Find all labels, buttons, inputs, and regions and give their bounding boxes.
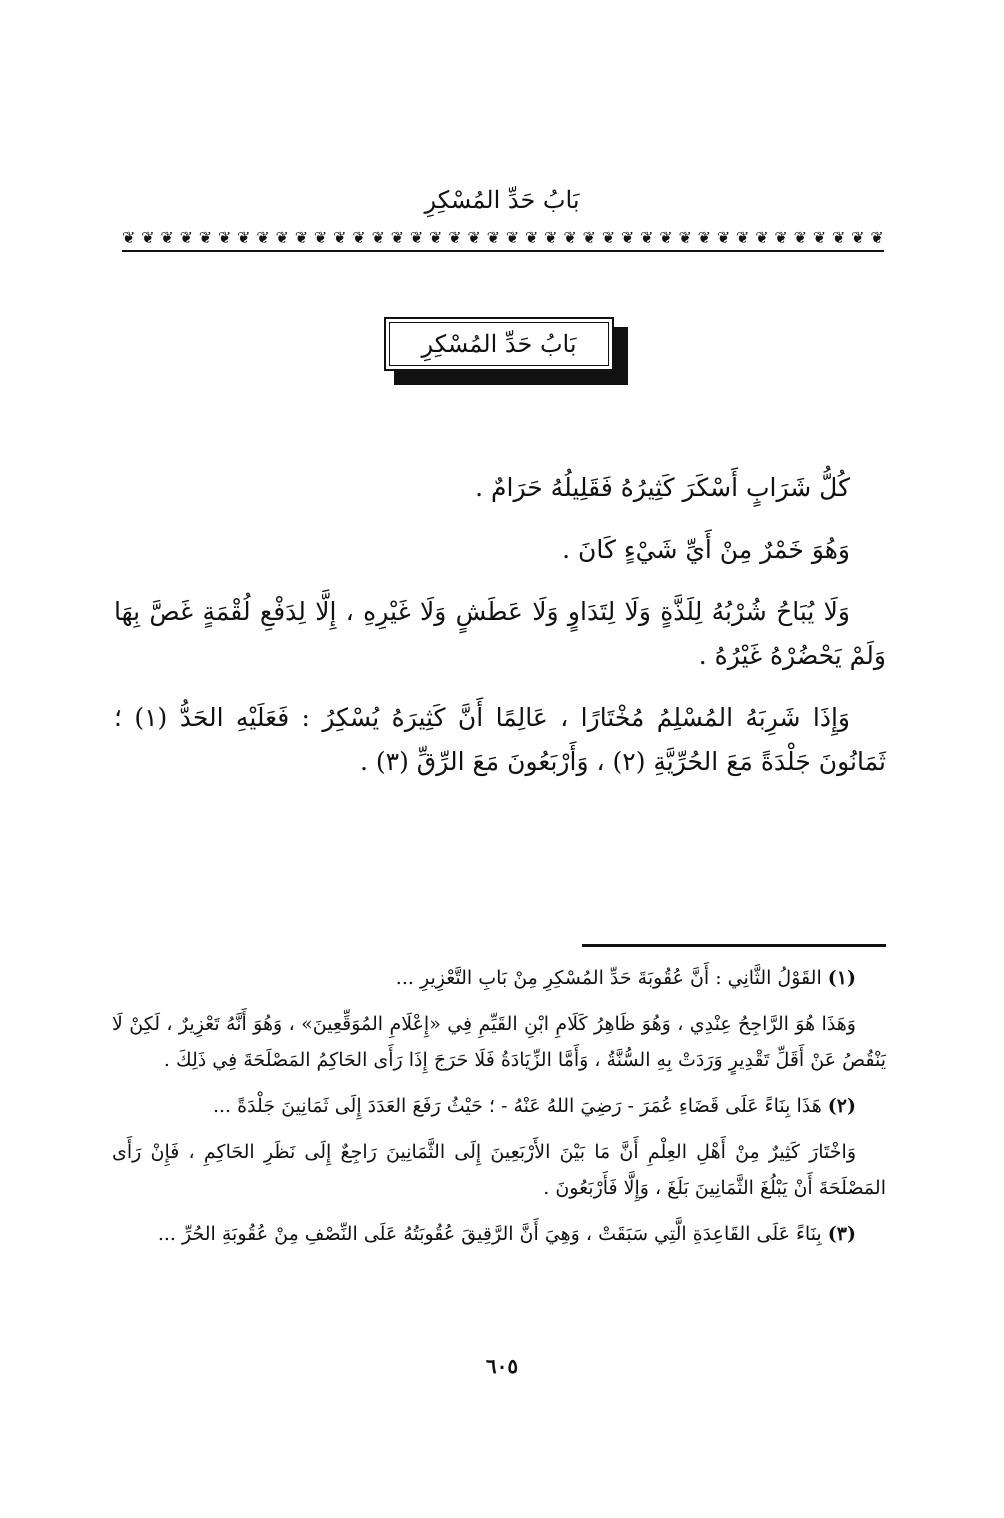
ornament-flower-icon: ❦ <box>697 228 712 247</box>
footnote <box>112 1216 886 1252</box>
ornament-flower-icon: ❦ <box>851 228 865 247</box>
ornament-flower-icon: ❦ <box>563 228 577 247</box>
ornament-flower-icon: ❦ <box>179 228 193 247</box>
ornament-flower-icon: ❦ <box>409 228 424 247</box>
ornament-flower-icon: ❦ <box>582 228 596 247</box>
ornament-flower-icon: ❦ <box>390 228 405 247</box>
footnote-continuation <box>112 1006 886 1078</box>
ornament-flower-icon: ❦ <box>793 228 807 247</box>
ornament-flower-icon: ❦ <box>371 228 385 247</box>
page-number: ٦٠٥ <box>485 1354 519 1378</box>
ornament-flower-icon: ❦ <box>659 228 673 247</box>
ornament-flower-icon: ❦ <box>198 228 213 247</box>
ornament-flower-icon: ❦ <box>275 228 289 247</box>
footnote-text: وَهَذَا هُوَ الرَّاجِحُ عِنْدِي ، وَهُوَ ظَاهِرُ كَلَامِ ابْنِ القَيِّمِ فِي «إِعْلَامِ المُوَقِّعِينَ» ، وَهُوَ أَنَّهُ تَعْزِيرٌ ، لَكِنْ لَا يَنْقُصُ عَنْ أَقَلِّ تَقْدِيرٍ وَرَدَتْ بِهِ السُّنَّةُ ، وَأَمَّا الزِّيَادَةُ فَلَا حَرَجَ إِذَا رَأَى الحَاكِمُ المَصْلَحَةَ فِي ذَلِكَ . <box>112 1013 886 1071</box>
ornament-flower-icon: ❦ <box>467 228 481 247</box>
body-paragraph: وَإِذَا شَرِبَهُ المُسْلِمُ مُخْتَارًا ، عَالِمًا أَنَّ كَثِيرَهُ يُسْكِرُ : فَعَلَيْهِ الحَدُّ (١) ؛ ثَمَانُونَ جَلْدَةً مَعَ الحُرِّيَّةِ (٢) ، وَأَرْبَعُونَ مَعَ الرِّقِّ (٣) . <box>114 703 886 776</box>
ornament-flower-icon: ❦ <box>774 228 788 247</box>
footnote-number: (٢) <box>827 1095 856 1117</box>
ornament-flower-icon: ❦ <box>217 228 232 247</box>
chapter-title: بَابُ حَدِّ المُسْكِرِ <box>389 322 609 366</box>
ornament-flower-icon: ❦ <box>678 228 692 247</box>
ornament-flower-icon: ❦ <box>870 228 884 247</box>
ornament-flower-icon: ❦ <box>256 228 270 247</box>
ornament-flower-icon: ❦ <box>716 228 731 247</box>
ornament-flower-icon: ❦ <box>812 228 827 247</box>
ornament-border <box>122 226 884 250</box>
footnote-number: (١) <box>827 967 856 989</box>
running-head: بَابُ حَدِّ المُسْكِرِ <box>424 186 580 214</box>
footnote-continuation <box>112 1134 886 1206</box>
ornament-flower-icon: ❦ <box>640 228 654 247</box>
body-paragraph: وَلَا يُبَاحُ شُرْبُهُ لِلَذَّةٍ وَلَا لِتَدَاوٍ وَلَا عَطَشٍ وَلَا غَيْرِهِ ، إِلَّا لِدَفْعِ لُقْمَةٍ غَصَّ بِهَا وَلَمْ يَحْضُرْهُ غَيْرُهُ . <box>114 597 886 670</box>
ornament-flower-icon: ❦ <box>352 228 366 247</box>
footnote-text: وَاخْتَارَ كَثِيرٌ مِنْ أَهْلِ العِلْمِ أَنَّ مَا بَيْنَ الأَرْبَعِينَ إِلَى الثَّمَانِينَ رَاجِعٌ إِلَى نَظَرِ الحَاكِمِ ، فَإِنْ رَأَى المَصْلَحَةَ أَنْ يَبْلُغَ الثَّمَانِينَ بَلَغَ ، وَإِلَّا فَأَرْبَعُونَ . <box>112 1141 886 1199</box>
ornament-rule <box>122 250 884 252</box>
ornament-flower-icon: ❦ <box>237 228 251 247</box>
ornament-flower-icon: ❦ <box>755 228 769 247</box>
ornament-flower-icon: ❦ <box>544 228 558 247</box>
footnote-text: بِنَاءً عَلَى القَاعِدَةِ الَّتِي سَبَقَتْ ، وَهِيَ أَنَّ الرَّقِيقَ عُقُوبَتُهُ عَلَى النِّصْفِ مِنْ عُقُوبَةِ الحُرِّ ... <box>157 1223 822 1245</box>
ornament-flower-icon: ❦ <box>429 228 443 247</box>
footnote <box>112 1088 886 1124</box>
chapter-title-box <box>384 317 614 371</box>
footnote <box>112 960 886 996</box>
ornament-flower-icon: ❦ <box>448 228 462 247</box>
ornament-flower-icon: ❦ <box>141 228 155 247</box>
footnotes <box>112 960 886 1262</box>
footnote-text: القَوْلُ الثَّانِي : أَنَّ عُقُوبَةَ حَدِّ المُسْكِرِ مِنْ بَابِ التَّعْزِيرِ ... <box>395 967 822 989</box>
footnote-number: (٣) <box>827 1223 856 1245</box>
ornament-flower-icon: ❦ <box>736 228 750 247</box>
ornament-flower-icon: ❦ <box>486 228 500 247</box>
ornament-flower-icon: ❦ <box>505 228 520 247</box>
ornament-flower-icon: ❦ <box>313 228 328 247</box>
ornament-flower-icon: ❦ <box>831 228 846 247</box>
body-paragraph: كُلُّ شَرَابٍ أَسْكَرَ كَثِيرُهُ فَقَلِيلُهُ حَرَامٌ . <box>475 473 850 502</box>
ornament-flower-icon: ❦ <box>601 228 616 247</box>
ornament-flower-icon: ❦ <box>160 228 174 247</box>
ornament-flower-icon: ❦ <box>620 228 635 247</box>
body-text <box>114 466 886 802</box>
ornament-flower-icon: ❦ <box>524 228 539 247</box>
ornament-flower-icon: ❦ <box>333 228 347 247</box>
ornament-flower-icon: ❦ <box>122 228 136 247</box>
body-paragraph: وَهُوَ خَمْرٌ مِنْ أَيِّ شَيْءٍ كَانَ . <box>562 535 850 564</box>
footnote-text: هَذَا بِنَاءً عَلَى قَضَاءِ عُمَرَ - رَضِيَ اللهُ عَنْهُ - ؛ حَيْثُ رَفَعَ العَدَدَ إِلَى ثَمَانِينَ جَلْدَةً ... <box>212 1095 822 1117</box>
footnote-separator <box>582 944 886 947</box>
ornament-flower-icon: ❦ <box>294 228 309 247</box>
